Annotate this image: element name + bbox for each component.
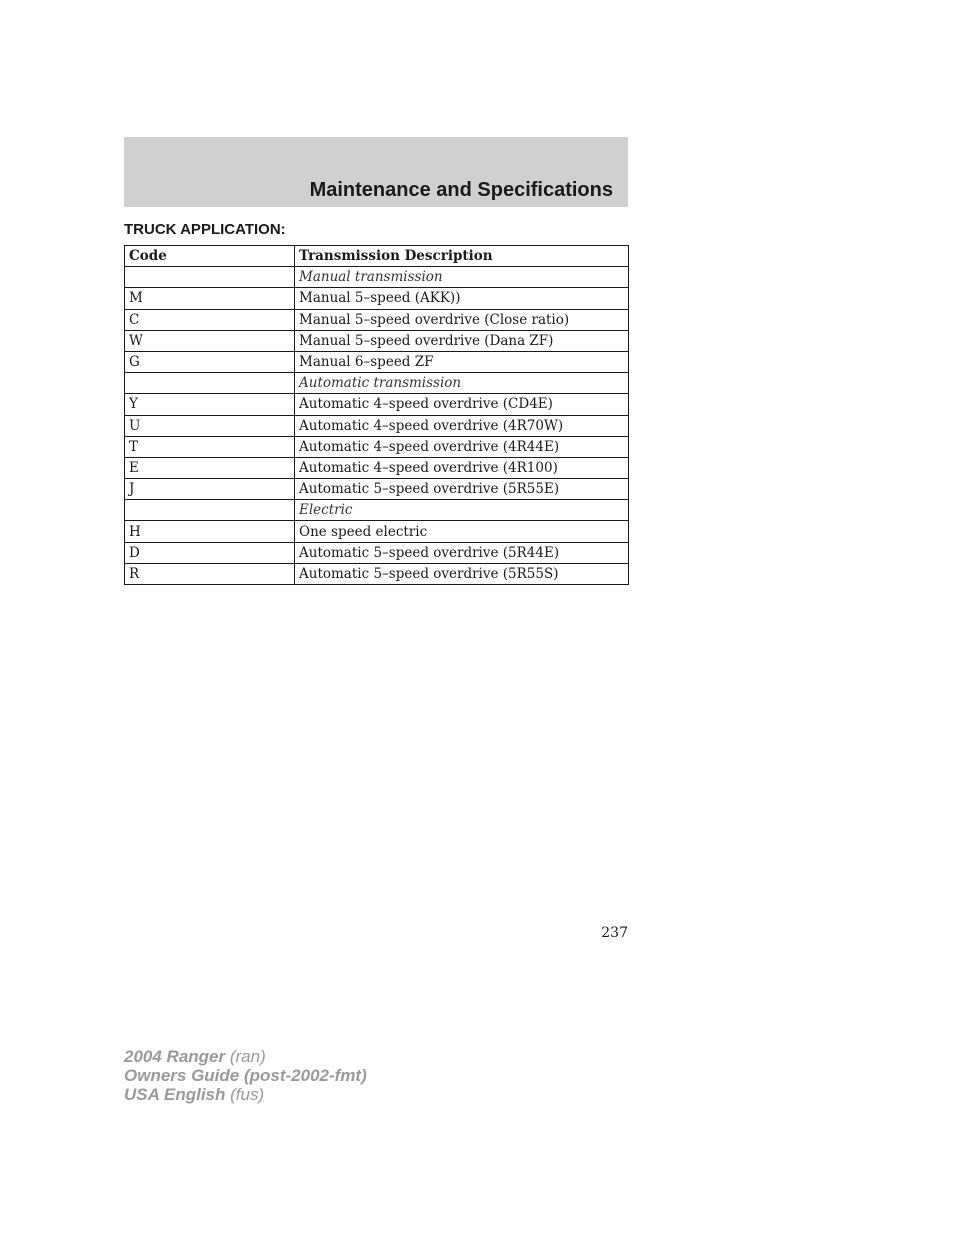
column-header-description: Transmission Description bbox=[295, 246, 629, 267]
section-header-band bbox=[124, 137, 628, 207]
code-cell: M bbox=[125, 288, 295, 309]
description-cell: Automatic 4–speed overdrive (4R44E) bbox=[295, 436, 629, 457]
code-cell bbox=[125, 373, 295, 394]
footer-language: USA English bbox=[124, 1085, 226, 1104]
code-cell: H bbox=[125, 521, 295, 542]
table-row bbox=[125, 457, 629, 478]
code-cell: W bbox=[125, 330, 295, 351]
description-cell: Manual 5–speed overdrive (Close ratio) bbox=[295, 309, 629, 330]
document-footer bbox=[124, 1047, 367, 1104]
table-row bbox=[125, 415, 629, 436]
footer-language-code: (fus) bbox=[230, 1085, 265, 1104]
footer-model-code: (ran) bbox=[229, 1047, 266, 1066]
page-title: Maintenance and Specifications bbox=[309, 179, 613, 201]
description-cell: Automatic 5–speed overdrive (5R55S) bbox=[295, 563, 629, 584]
code-cell: R bbox=[125, 563, 295, 584]
footer-line-language bbox=[124, 1085, 367, 1104]
description-cell: Manual 5–speed (AKK)) bbox=[295, 288, 629, 309]
code-cell bbox=[125, 267, 295, 288]
page-number: 237 bbox=[601, 925, 628, 941]
footer-line-model bbox=[124, 1047, 367, 1066]
table-header-row bbox=[125, 246, 629, 267]
transmission-code-table bbox=[124, 245, 629, 585]
section-heading: TRUCK APPLICATION: bbox=[124, 221, 286, 238]
table-row bbox=[125, 394, 629, 415]
description-cell: One speed electric bbox=[295, 521, 629, 542]
description-cell: Automatic 4–speed overdrive (4R100) bbox=[295, 457, 629, 478]
table-row bbox=[125, 267, 629, 288]
description-cell: Automatic 5–speed overdrive (5R55E) bbox=[295, 479, 629, 500]
description-cell: Manual 6–speed ZF bbox=[295, 351, 629, 372]
code-cell: T bbox=[125, 436, 295, 457]
description-cell: Automatic 4–speed overdrive (CD4E) bbox=[295, 394, 629, 415]
table-row bbox=[125, 373, 629, 394]
table-row bbox=[125, 288, 629, 309]
table-row bbox=[125, 309, 629, 330]
code-cell bbox=[125, 500, 295, 521]
footer-line-guide bbox=[124, 1066, 367, 1085]
table-row bbox=[125, 563, 629, 584]
code-cell: G bbox=[125, 351, 295, 372]
table-row bbox=[125, 521, 629, 542]
table-row bbox=[125, 436, 629, 457]
code-cell: Y bbox=[125, 394, 295, 415]
description-cell: Automatic 4–speed overdrive (4R70W) bbox=[295, 415, 629, 436]
code-cell: E bbox=[125, 457, 295, 478]
code-cell: U bbox=[125, 415, 295, 436]
code-cell: J bbox=[125, 479, 295, 500]
table-row bbox=[125, 351, 629, 372]
category-cell: Electric bbox=[295, 500, 629, 521]
column-header-code: Code bbox=[125, 246, 295, 267]
table-row bbox=[125, 330, 629, 351]
category-cell: Automatic transmission bbox=[295, 373, 629, 394]
table-row bbox=[125, 542, 629, 563]
description-cell: Automatic 5–speed overdrive (5R44E) bbox=[295, 542, 629, 563]
footer-guide: Owners Guide (post-2002-fmt) bbox=[124, 1066, 367, 1085]
category-cell: Manual transmission bbox=[295, 267, 629, 288]
footer-model: 2004 Ranger bbox=[124, 1047, 226, 1066]
table-row bbox=[125, 479, 629, 500]
code-cell: D bbox=[125, 542, 295, 563]
code-cell: C bbox=[125, 309, 295, 330]
table-row bbox=[125, 500, 629, 521]
description-cell: Manual 5–speed overdrive (Dana ZF) bbox=[295, 330, 629, 351]
